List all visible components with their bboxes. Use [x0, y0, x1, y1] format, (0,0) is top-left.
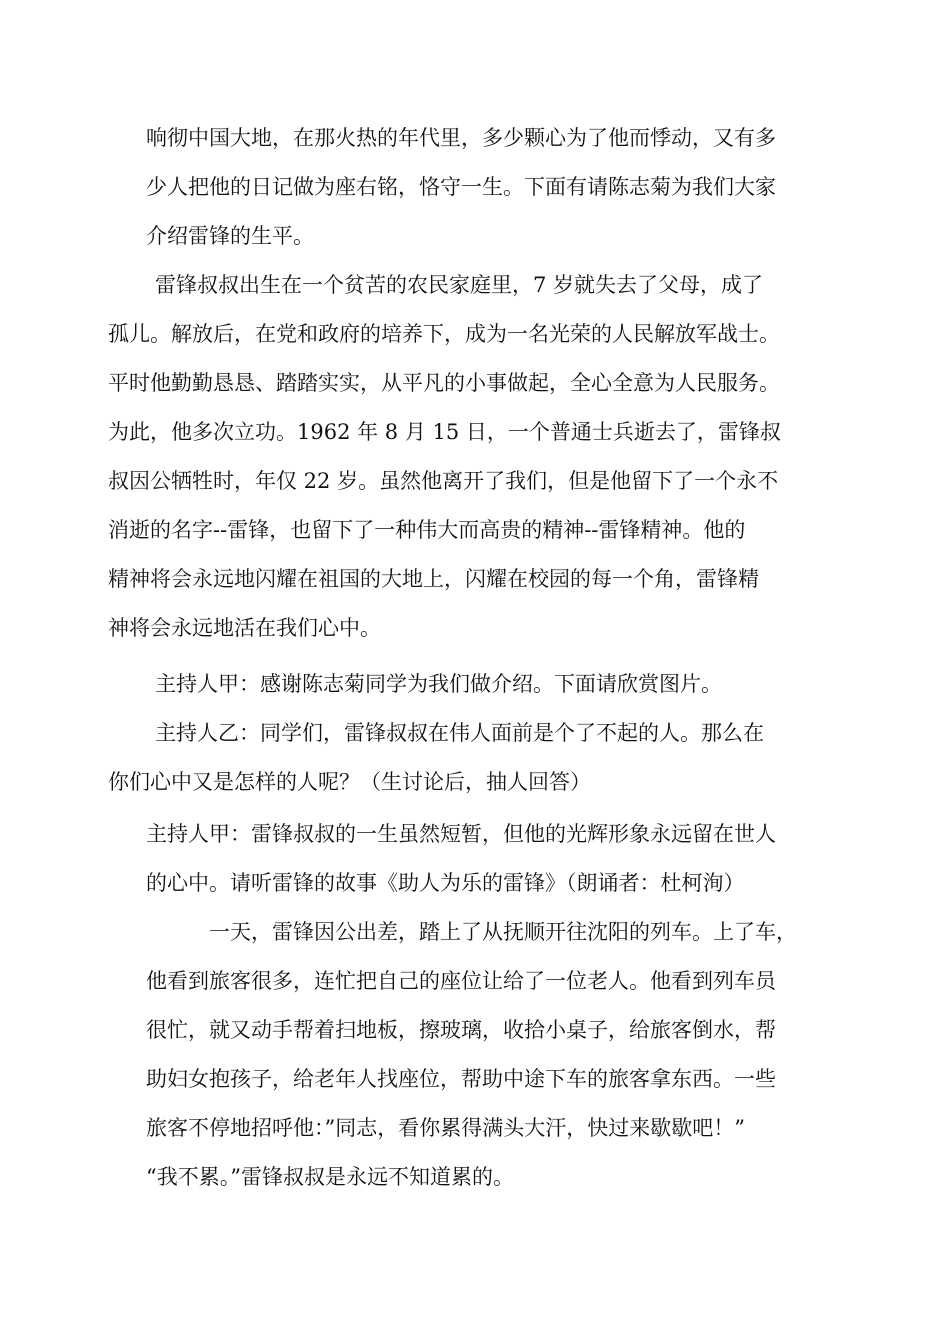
text-line: 的心中。请听雷锋的故事《助人为乐的雷锋》（朗诵者：杜柯洵）: [146, 871, 745, 895]
text-line: 旅客不停地招呼他：”同志，看你累得满头大汗，快过来歇歇吧！”: [146, 1116, 745, 1140]
text-line: 他看到旅客很多，连忙把自己的座位让给了一位老人。他看到列车员: [146, 969, 776, 993]
text-line: 主持人甲：雷锋叔叔的一生虽然短暂，但他的光辉形象永远留在世人: [146, 822, 776, 846]
text-line: 介绍雷锋的生平。: [146, 224, 314, 248]
text-line: 孤儿。解放后，在党和政府的培养下，成为一名光荣的人民解放军战士。: [108, 322, 780, 346]
text-line: 雷锋叔叔出生在一个贫苦的农民家庭里，7 岁就失去了父母，成了: [155, 273, 764, 297]
text-line: 主持人甲：感谢陈志菊同学为我们做介绍。下面请欣赏图片。: [155, 672, 722, 696]
text-line: 主持人乙：同学们，雷锋叔叔在伟人面前是个了不起的人。那么在: [155, 721, 764, 745]
text-line: 消逝的名字--雷锋，也留下了一种伟大而高贵的精神--雷锋精神。他的: [108, 518, 746, 542]
text-line: 响彻中国大地，在那火热的年代里，多少颗心为了他而悸动，又有多: [146, 126, 776, 150]
text-line: 助妇女抱孩子，给老年人找座位，帮助中途下车的旅客拿东西。一些: [146, 1067, 776, 1091]
text-line: 少人把他的日记做为座右铭，恪守一生。下面有请陈志菊为我们大家: [146, 175, 776, 199]
text-line: “我不累。”雷锋叔叔是永远不知道累的。: [146, 1165, 514, 1189]
text-line: 平时他勤勤恳恳、踏踏实实，从平凡的小事做起，全心全意为人民服务。: [108, 371, 780, 395]
text-line: 精神将会永远地闪耀在祖国的大地上，闪耀在校园的每一个角，雷锋精: [108, 567, 759, 591]
text-line: 神将会永远地活在我们心中。: [108, 616, 381, 640]
text-line: 一天，雷锋因公出差，踏上了从抚顺开往沈阳的列车。上了车，: [209, 920, 797, 944]
text-line: 叔因公牺牲时，年仅 22 岁。虽然他离开了我们，但是他留下了一个永不: [108, 469, 779, 493]
text-line: 为此，他多次立功。1962 年 8 月 15 日，一个普通士兵逝去了，雷锋叔: [108, 420, 781, 444]
text-line: 很忙，就又动手帮着扫地板，擦玻璃，收拾小桌子，给旅客倒水，帮: [146, 1018, 776, 1042]
text-line: 你们心中又是怎样的人呢？（生讨论后，抽人回答）: [108, 770, 591, 794]
